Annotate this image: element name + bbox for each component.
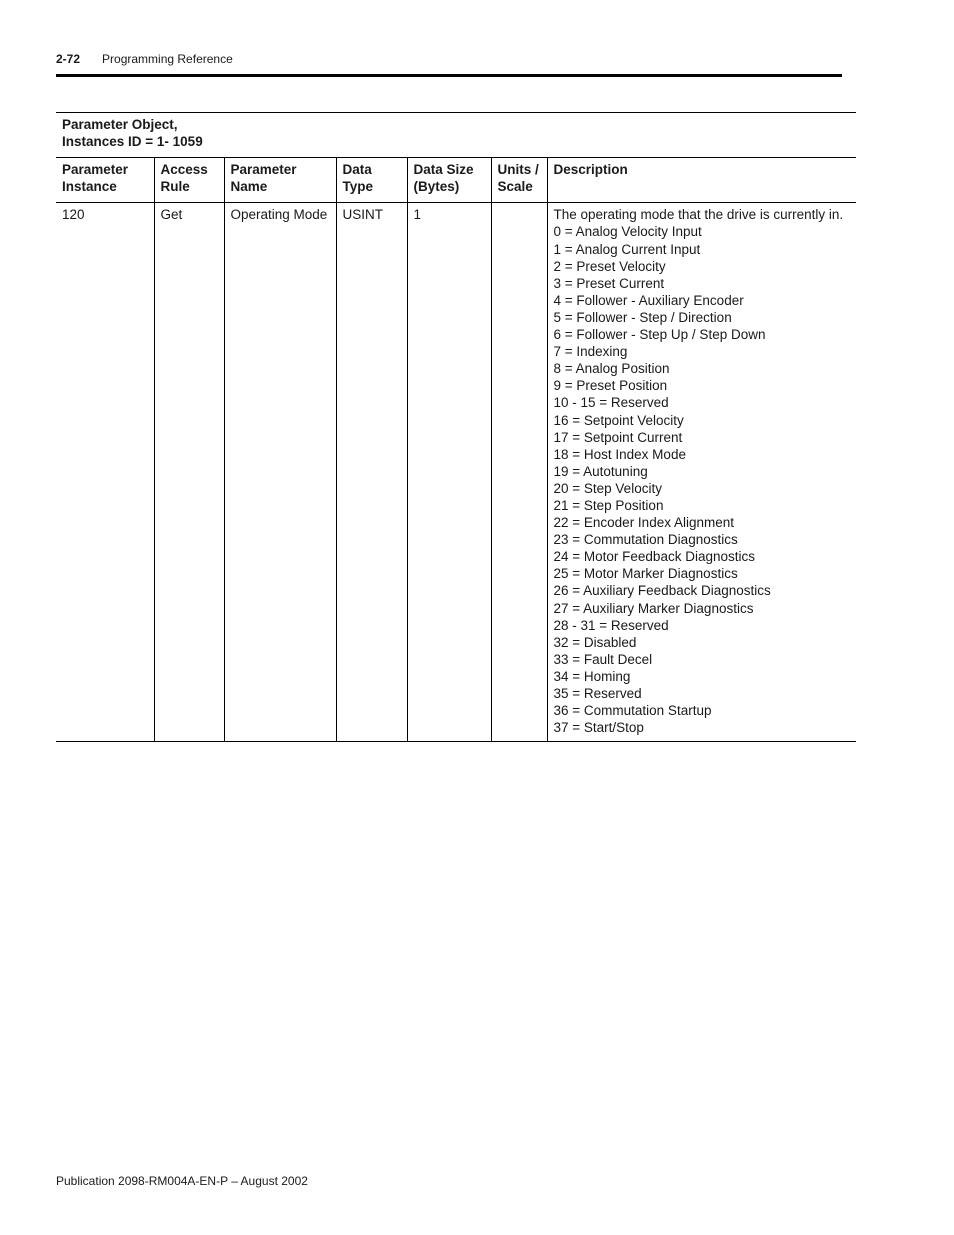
description-line: 27 = Auxiliary Marker Diagnostics (553, 600, 754, 616)
cell-data-type: USINT (336, 203, 407, 742)
section-title: Programming Reference (102, 52, 233, 66)
table-title-line-1: Parameter Object, (62, 117, 178, 132)
description-line: 1 = Analog Current Input (553, 241, 701, 257)
description-line: 0 = Analog Velocity Input (553, 224, 702, 240)
description-line: 6 = Follower - Step Up / Step Down (553, 327, 766, 343)
description-line: 35 = Reserved (553, 686, 642, 701)
table-title (56, 113, 856, 158)
cell-access-rule: Get (154, 203, 224, 742)
column-header-parameter-name: Parameter Name (224, 158, 336, 203)
description-line: 26 = Auxiliary Feedback Diagnostics (553, 583, 771, 599)
description-line: 34 = Homing (553, 668, 631, 684)
cell-parameter-name: Operating Mode (224, 203, 336, 742)
column-header-data-type: Data Type (336, 158, 407, 203)
header-rule (56, 74, 842, 77)
column-header-access-rule: Access Rule (154, 158, 224, 203)
page-footer: Publication 2098-RM004A-EN-P – August 2002 (56, 1174, 308, 1188)
cell-parameter-instance: 120 (56, 203, 154, 742)
description-line: 23 = Commutation Diagnostics (553, 532, 738, 548)
description-line: 9 = Preset Position (553, 378, 668, 394)
description-line: 2 = Preset Velocity (553, 258, 666, 274)
column-header-data-size: Data Size (Bytes) (407, 158, 491, 203)
description-line: The operating mode that the drive is currently in. (553, 207, 844, 223)
description-line: 32 = Disabled (553, 634, 637, 650)
description-line: 3 = Preset Current (553, 275, 665, 291)
description-line: 22 = Encoder Index Alignment (553, 515, 734, 531)
table-title-line-2: Instances ID = 1- 1059 (62, 134, 203, 150)
description-line: 8 = Analog Position (553, 361, 670, 377)
description-line: 36 = Commutation Startup (553, 703, 712, 719)
description-line: 21 = Step Position (553, 497, 664, 513)
description-line: 28 - 31 = Reserved (553, 617, 669, 633)
description-line: 5 = Follower - Step / Direction (553, 309, 732, 325)
description-line: 16 = Setpoint Velocity (553, 412, 684, 428)
description-line: 10 - 15 = Reserved (553, 395, 669, 411)
description-line: 20 = Step Velocity (553, 480, 662, 496)
column-header-parameter-instance: Parameter Instance (56, 158, 154, 203)
table-title-row (56, 113, 856, 158)
description-line: 7 = Indexing (553, 344, 628, 360)
description-line: 4 = Follower - Auxiliary Encoder (553, 292, 744, 308)
table-header-row (56, 158, 856, 203)
cell-data-size: 1 (407, 203, 491, 742)
description-line: 37 = Start/Stop (553, 720, 644, 736)
description-line: 24 = Motor Feedback Diagnostics (553, 549, 755, 565)
column-header-description: Description (547, 158, 856, 203)
page-header (56, 52, 233, 66)
description-line: 17 = Setpoint Current (553, 429, 683, 445)
cell-units-scale (491, 203, 547, 742)
description-line: 19 = Autotuning (553, 463, 648, 479)
description-line: 25 = Motor Marker Diagnostics (553, 566, 738, 582)
column-header-units-scale: Units / Scale (491, 158, 547, 203)
page-number: 2-72 (56, 52, 81, 66)
table-row (56, 203, 856, 742)
description-line: 33 = Fault Decel (553, 651, 653, 667)
description-line: 18 = Host Index Mode (553, 446, 686, 462)
cell-description (547, 203, 856, 742)
parameter-object-table (56, 112, 856, 742)
